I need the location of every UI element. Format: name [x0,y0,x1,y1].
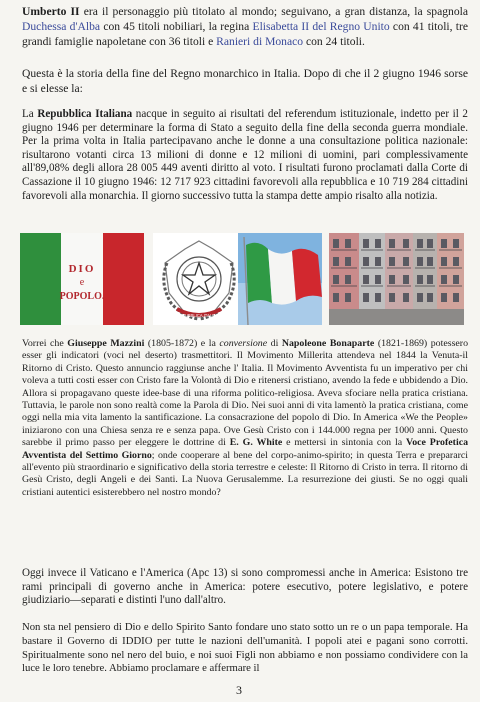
voce-profetica-term: Voce Profetica Avventista del Settimo Giorno [22,437,469,461]
paragraph-umberto [22,4,468,49]
text-run: nacque in seguito ai risultati del referendum istituzionale, indetto per il 2 giugno 1946 per determinare la forma di Stato a seguito della fine della seconda guerra mondiale. Per la prima volta in Italia partecipavano anche le donne a una consultazione politica nazionale: risultarono votanti circa 13 milioni di donne e 12 milioni di uomini, pari complessivamente all'89,08% degli allora 28 005 449 aventi diritto al voto. I risultati furono proclamati dalla Corte di Cassazione il 10 giugno 1946: 12 717 923 cittadini favorevoli alla repubblica e 10 719 284 cittadini favorevoli alla monarchia. Il giorno successivo tutta la stampa dette ampio risalto alla notizia. [22,108,468,202]
text-run: (1805-1872) e la [144,338,220,349]
text-run: con 45 titoli nobiliari, la regina [100,20,253,33]
paragraph-repubblica [22,108,468,203]
paragraph-mazzini [22,338,468,499]
link-ranieri[interactable]: Ranieri di Monaco [216,35,304,48]
text-run: ; onde cooperare al bene del corpo-animo-spirito; in questa Terra e prepararci all'evento più straordinario e significativo della storia terrestre e celeste: Il Ritorno di Cristo in terra. Il ritorno di Gesù Cristo, degli Angeli e dei Santi. La Nuova Gerusalemme. La resurrezione dei giusti. Se no oggi quali cristiani autentici esisterebbero nel nostro mondo? [22,449,468,498]
text-run: Vorrei che [22,338,68,349]
napoleone-name: Napoleone Bonaparte [281,338,375,349]
page-number: 3 [236,683,242,697]
text-run: e mettersi in sintonia con la [282,437,406,449]
italian-flag-image [238,233,322,325]
umberto-name: Umberto II [22,5,80,18]
paragraph-spirito-santo: Non sta nel pensiero di Dio e dello Spirito Santo fondare uno stato sotto un re o un papa temporale. Ha bastare il Governo di IDDIO per tutte le nazioni dell'umanità. I popoli atei e pagani sono corrotti. Spiritualmente sono nel nero del buio, e noi suoi Figli non abbiamo e non possiamo condividere con la luce le loro tenebre. Abbiamo proclamare e affermare il [22,621,468,675]
flag-text-popolo: POPOLO. [59,291,105,302]
mazzini-name: Giuseppe Mazzini [67,338,145,349]
conversione-term: conversione [219,338,268,349]
text-run: La [22,108,38,120]
flag-text-dio: DIO [68,263,96,275]
flag-text-e: e [79,277,85,288]
italian-emblem-image [153,233,246,325]
link-elisabetta[interactable]: Elisabetta II del Regno Unito [252,20,390,33]
link-duchessa[interactable]: Duchessa d'Alba [22,20,101,33]
text-run: con 24 titoli. [303,35,365,48]
image-strip [20,233,462,325]
text-run: con 41 titoli, tre grandi famiglie napoletane con 36 titoli e [22,20,468,48]
text-run: (1821-1869) potessero esser gli indicatori (voci nel deserto) trasmettitori. Il Movimento Millerita attendeva nel 1844 la Venuta-il Ritorno di Cristo. Questo annuncio raggiunse anche l' Italia. Il Movimento Avventista fu un imperativo per chi voleva a tutti costi esser con Cristo fare la Volontà di Dio e ritenersi cristiano, avendo la fede e ubbidendo a Dio. Allora si propagavano queste idee-base di una riforma politico-religiosa. Aveva sfociare nella pratica cristiana. Tuttavia, le parole non sono realtà come la Parola di Dio. Nei suoi anni di vita lamentò la pratica cristiana, come oggi nella mia vita lamento la santificazione. La consacrazione del popolo di Dio. In America «We the People» iniziarono con una Chiesa senza re e senza papa. Ove Gesù Cristo con i 144.000 regna per 1000 anni. Questo sarebbe il primo passo per eleggere le dottrine di [22,338,469,449]
white-name: E. G. White [229,437,283,449]
text-run: era il personaggio più titolato al mondo; seguivano, a gran distanza, la spagnola [79,5,468,18]
houses-photo-image [329,233,464,325]
paragraph-storia: Questa è la storia della fine del Regno monarchico in Italia. Dopo di che il 2 giugno 1946 sorse e si elesse la: [22,67,468,95]
text-run: di [267,338,282,349]
repubblica-term: Repubblica Italiana [37,108,133,120]
dio-e-popolo-flag-image [20,233,144,325]
emblem-ribbon-text: REPUBBLICA ITALIANA [176,313,222,318]
paragraph-vaticano: Oggi invece il Vaticano e l'America (Apc 13) si sono compromessi anche in America: Esistono tre rami principali di governo anche in America: potere esecutivo, potere legislativo, e potere giudiziario—separati e distinti l'uno dall'altro. [22,567,468,607]
